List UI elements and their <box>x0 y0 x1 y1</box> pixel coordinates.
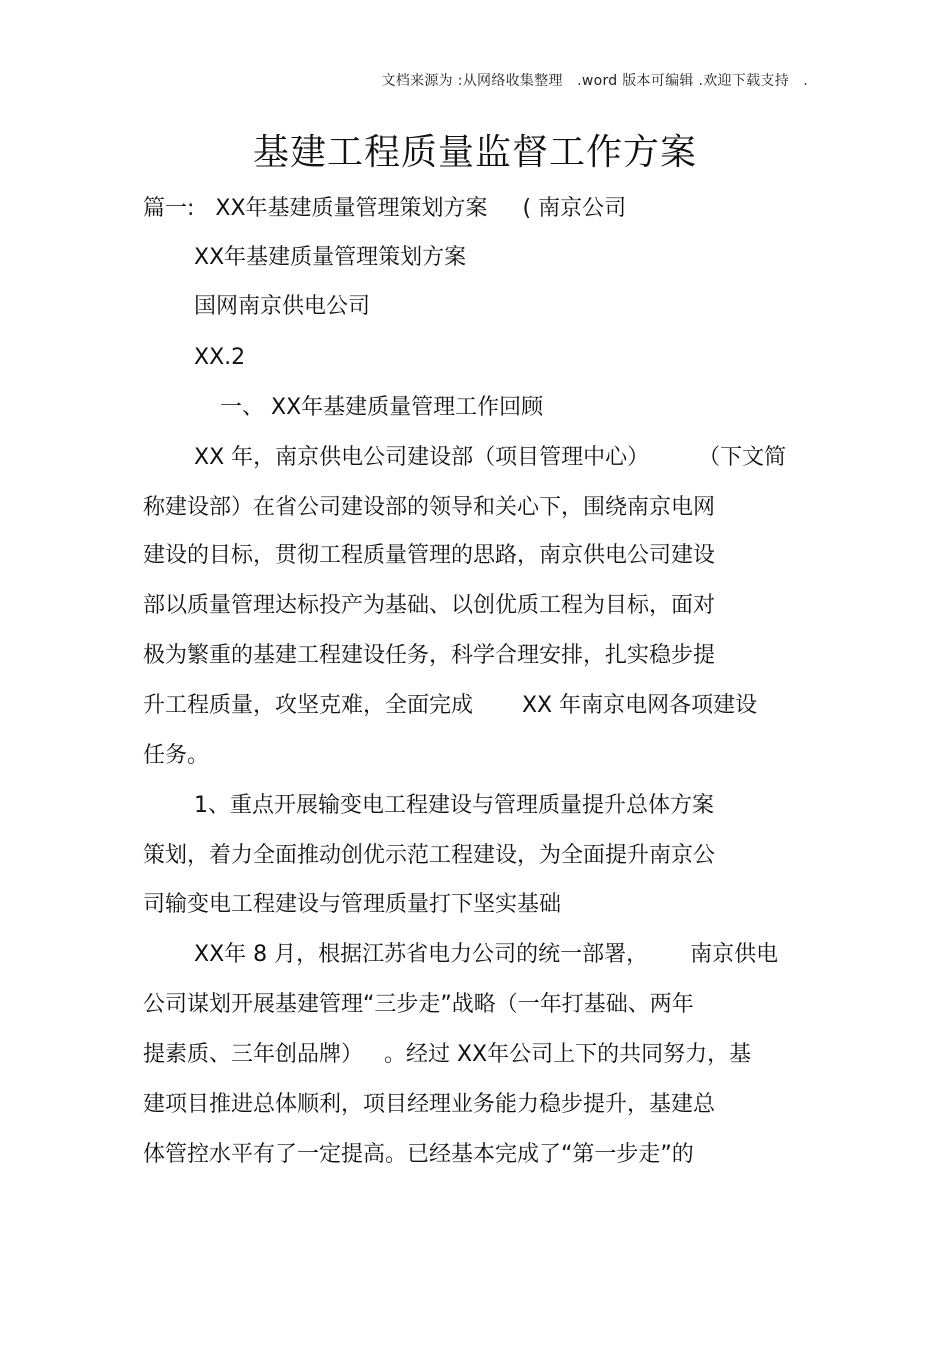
document-title: 基建工程质量监督工作方案 <box>252 132 697 173</box>
text-line: 提素质、三年创品牌） 。经过 XX年公司上下的共同努力，基 <box>143 1042 752 1067</box>
text-line: 任务。 <box>143 743 210 768</box>
text-line: XX年基建质量管理策划方案 <box>194 245 467 270</box>
text-line: 部以质量管理达标投产为基础、以创优质工程为目标，面对 <box>143 593 716 618</box>
text-line: 公司谋划开展基建管理“三步走”战略（一年打基础、两年 <box>143 992 694 1017</box>
text-line: 篇一: XX年基建质量管理策划方案 ( 南京公司 <box>143 196 627 221</box>
subsection-heading: 1、重点开展输变电工程建设与管理质量提升总体方案 <box>194 793 714 818</box>
text-line: 极为繁重的基建工程建设任务，科学合理安排，扎实稳步提 <box>143 643 716 668</box>
text-line: 建设的目标，贯彻工程质量管理的思路，南京供电公司建设 <box>143 543 716 568</box>
text-line: 国网南京供电公司 <box>194 294 371 319</box>
text-line: XX年 8 月，根据江苏省电力公司的统一部署， 南京供电 <box>194 942 779 967</box>
text-line: 司输变电工程建设与管理质量打下坚实基础 <box>143 892 562 917</box>
text-line: 策划，着力全面推动创优示范工程建设，为全面提升南京公 <box>143 843 716 868</box>
page-header-note: 文档来源为 :从网络收集整理 .word 版本可编辑 .欢迎下载支持 . <box>381 73 808 89</box>
text-line: XX 年，南京供电公司建设部（项目管理中心） （下文简 <box>194 445 787 470</box>
text-line: XX.2 <box>194 345 246 370</box>
text-line: 体管控水平有了一定提高。已经基本完成了“第一步走”的 <box>143 1142 694 1167</box>
text-line: 建项目推进总体顺利，项目经理业务能力稳步提升，基建总 <box>143 1092 716 1117</box>
text-line: 升工程质量，攻坚克难，全面完成 XX 年南京电网各项建设 <box>143 693 758 718</box>
text-line: 称建设部）在省公司建设部的领导和关心下，围绕南京电网 <box>143 495 716 520</box>
section-heading: 一、 XX年基建质量管理工作回顾 <box>220 395 544 420</box>
